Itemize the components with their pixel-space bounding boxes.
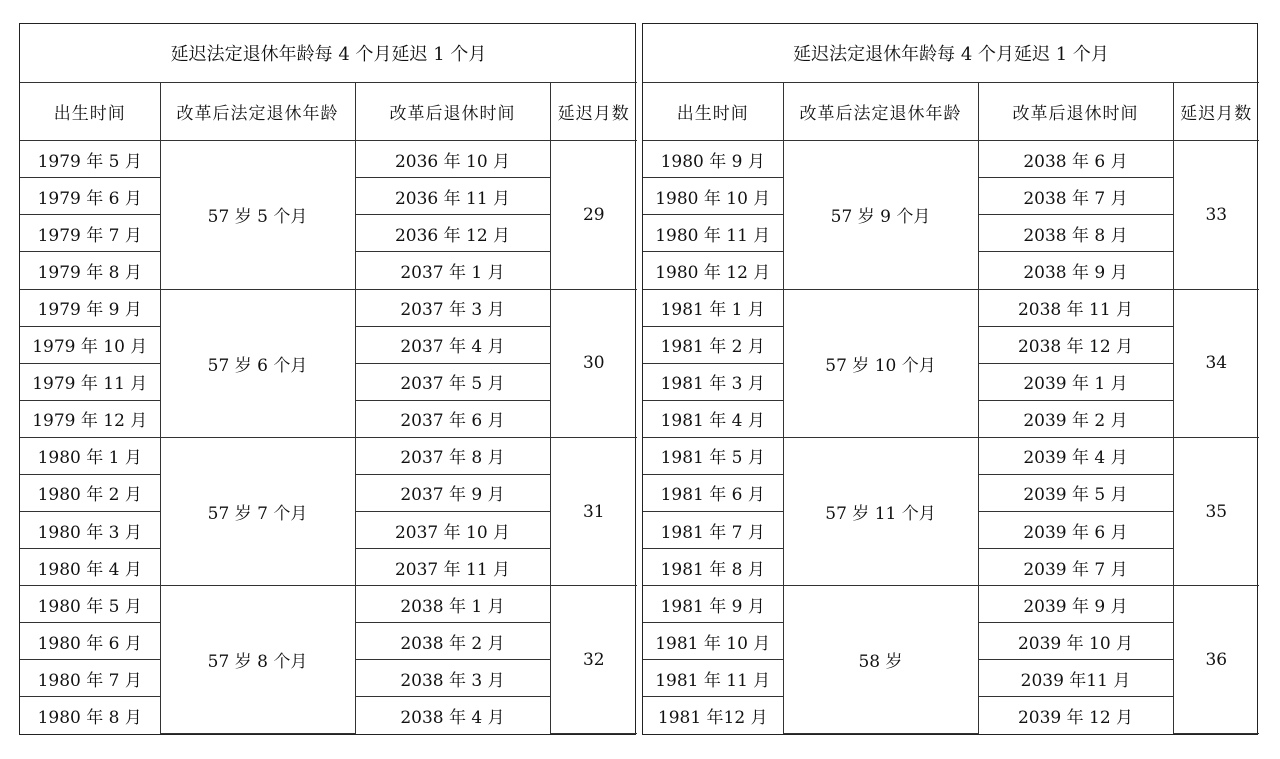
birth-time-cell: 1979 年 8 月	[20, 252, 160, 289]
delay-months-cell: 30	[550, 289, 637, 437]
retirement-time-cell: 2038 年 12 月	[978, 326, 1173, 363]
retirement-time-cell: 2038 年 6 月	[978, 141, 1173, 178]
retirement-time-cell: 2036 年 11 月	[355, 178, 550, 215]
retirement-age-cell: 57 岁 5 个月	[160, 141, 355, 289]
birth-time-cell: 1980 年 10 月	[643, 178, 783, 215]
table-header-row	[643, 83, 1259, 141]
retirement-time-cell: 2038 年 8 月	[978, 215, 1173, 252]
birth-time-cell: 1980 年 7 月	[20, 660, 160, 697]
birth-time-cell: 1980 年 12 月	[643, 252, 783, 289]
header-retirement-age: 改革后法定退休年龄	[783, 83, 978, 141]
birth-time-cell: 1979 年 10 月	[20, 326, 160, 363]
retirement-time-cell: 2037 年 9 月	[355, 474, 550, 511]
birth-time-cell: 1981 年 1 月	[643, 289, 783, 326]
table-row	[20, 141, 637, 178]
birth-time-cell: 1981 年 10 月	[643, 623, 783, 660]
retirement-time-cell: 2039 年 7 月	[978, 549, 1173, 586]
table-row	[643, 141, 1259, 178]
table-header-row	[20, 83, 637, 141]
birth-time-cell: 1981 年 7 月	[643, 512, 783, 549]
retirement-time-cell: 2039 年 12 月	[978, 697, 1173, 734]
retirement-time-cell: 2039 年 6 月	[978, 512, 1173, 549]
birth-time-cell: 1980 年 9 月	[643, 141, 783, 178]
retirement-age-cell: 57 岁 6 个月	[160, 289, 355, 437]
delay-months-cell: 32	[550, 586, 637, 734]
table-row	[643, 586, 1259, 623]
birth-time-cell: 1980 年 4 月	[20, 549, 160, 586]
retirement-time-cell: 2038 年 2 月	[355, 623, 550, 660]
retirement-time-cell: 2037 年 8 月	[355, 437, 550, 474]
retirement-time-cell: 2037 年 5 月	[355, 363, 550, 400]
birth-time-cell: 1981 年 4 月	[643, 400, 783, 437]
retirement-table	[20, 24, 637, 734]
header-retirement-time: 改革后退休时间	[978, 83, 1173, 141]
birth-time-cell: 1981 年 5 月	[643, 437, 783, 474]
table-row	[20, 586, 637, 623]
birth-time-cell: 1981 年 8 月	[643, 549, 783, 586]
table-row	[643, 289, 1259, 326]
table-row	[20, 437, 637, 474]
delay-months-cell: 33	[1173, 141, 1259, 289]
retirement-age-cell: 57 岁 9 个月	[783, 141, 978, 289]
birth-time-cell: 1981 年 2 月	[643, 326, 783, 363]
birth-time-cell: 1980 年 2 月	[20, 474, 160, 511]
birth-time-cell: 1980 年 3 月	[20, 512, 160, 549]
birth-time-cell: 1981 年12 月	[643, 697, 783, 734]
birth-time-cell: 1979 年 9 月	[20, 289, 160, 326]
retirement-time-cell: 2039 年 9 月	[978, 586, 1173, 623]
retirement-time-cell: 2038 年 1 月	[355, 586, 550, 623]
retirement-time-cell: 2036 年 10 月	[355, 141, 550, 178]
birth-time-cell: 1979 年 11 月	[20, 363, 160, 400]
retirement-table	[643, 24, 1259, 734]
retirement-time-cell: 2038 年 4 月	[355, 697, 550, 734]
header-delay-months: 延迟月数	[550, 83, 637, 141]
table-title-row	[20, 24, 637, 83]
birth-time-cell: 1980 年 6 月	[20, 623, 160, 660]
table-title-row	[643, 24, 1259, 83]
birth-time-cell: 1979 年 5 月	[20, 141, 160, 178]
birth-time-cell: 1981 年 11 月	[643, 660, 783, 697]
retirement-time-cell: 2036 年 12 月	[355, 215, 550, 252]
birth-time-cell: 1979 年 6 月	[20, 178, 160, 215]
retirement-table-right	[642, 23, 1258, 735]
birth-time-cell: 1979 年 12 月	[20, 400, 160, 437]
table-title: 延迟法定退休年龄每 4 个月延迟 1 个月	[20, 24, 637, 83]
retirement-age-cell: 57 岁 8 个月	[160, 586, 355, 734]
table-row	[643, 437, 1259, 474]
delay-months-cell: 36	[1173, 586, 1259, 734]
retirement-time-cell: 2037 年 6 月	[355, 400, 550, 437]
birth-time-cell: 1979 年 7 月	[20, 215, 160, 252]
birth-time-cell: 1980 年 11 月	[643, 215, 783, 252]
retirement-table-left	[19, 23, 636, 735]
retirement-time-cell: 2039 年11 月	[978, 660, 1173, 697]
header-delay-months: 延迟月数	[1173, 83, 1259, 141]
birth-time-cell: 1980 年 8 月	[20, 697, 160, 734]
retirement-time-cell: 2038 年 7 月	[978, 178, 1173, 215]
retirement-time-cell: 2037 年 11 月	[355, 549, 550, 586]
header-retirement-age: 改革后法定退休年龄	[160, 83, 355, 141]
retirement-time-cell: 2039 年 1 月	[978, 363, 1173, 400]
retirement-time-cell: 2037 年 4 月	[355, 326, 550, 363]
retirement-time-cell: 2038 年 3 月	[355, 660, 550, 697]
birth-time-cell: 1980 年 1 月	[20, 437, 160, 474]
retirement-time-cell: 2038 年 9 月	[978, 252, 1173, 289]
table-row	[20, 289, 637, 326]
birth-time-cell: 1981 年 6 月	[643, 474, 783, 511]
retirement-time-cell: 2039 年 10 月	[978, 623, 1173, 660]
retirement-age-cell: 57 岁 7 个月	[160, 437, 355, 585]
retirement-time-cell: 2037 年 3 月	[355, 289, 550, 326]
retirement-time-cell: 2039 年 5 月	[978, 474, 1173, 511]
birth-time-cell: 1980 年 5 月	[20, 586, 160, 623]
header-birth-time: 出生时间	[20, 83, 160, 141]
delay-months-cell: 35	[1173, 437, 1259, 585]
birth-time-cell: 1981 年 9 月	[643, 586, 783, 623]
retirement-time-cell: 2037 年 1 月	[355, 252, 550, 289]
retirement-time-cell: 2038 年 11 月	[978, 289, 1173, 326]
birth-time-cell: 1981 年 3 月	[643, 363, 783, 400]
header-birth-time: 出生时间	[643, 83, 783, 141]
retirement-age-cell: 57 岁 11 个月	[783, 437, 978, 585]
retirement-age-cell: 57 岁 10 个月	[783, 289, 978, 437]
delay-months-cell: 29	[550, 141, 637, 289]
retirement-time-cell: 2039 年 2 月	[978, 400, 1173, 437]
table-title: 延迟法定退休年龄每 4 个月延迟 1 个月	[643, 24, 1259, 83]
header-retirement-time: 改革后退休时间	[355, 83, 550, 141]
retirement-time-cell: 2039 年 4 月	[978, 437, 1173, 474]
delay-months-cell: 34	[1173, 289, 1259, 437]
delay-months-cell: 31	[550, 437, 637, 585]
retirement-age-cell: 58 岁	[783, 586, 978, 734]
retirement-time-cell: 2037 年 10 月	[355, 512, 550, 549]
